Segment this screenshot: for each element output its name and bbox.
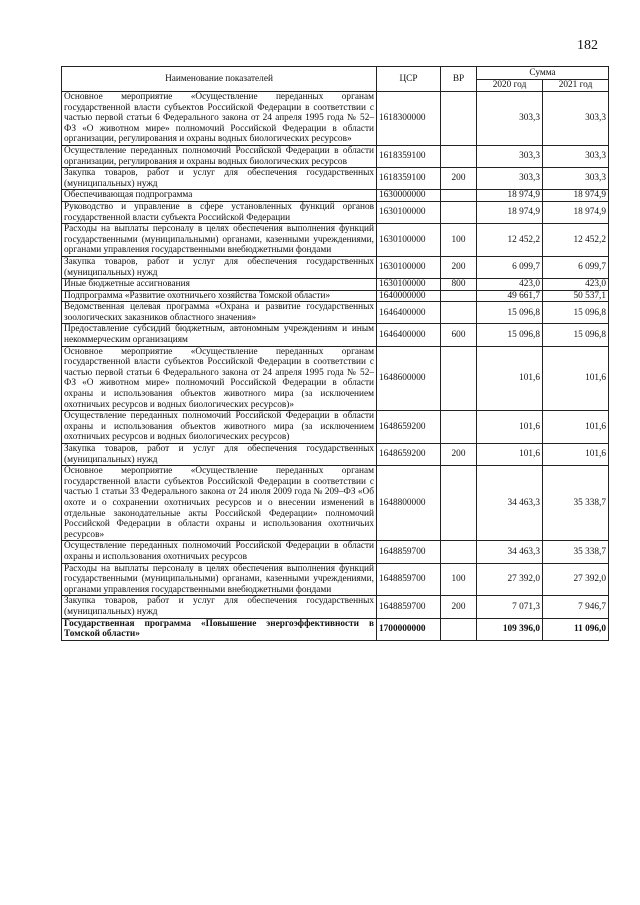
- row-amount-2021: 18 974,9: [543, 201, 609, 223]
- row-amount-2020: 34 463,3: [477, 466, 543, 541]
- row-amount-2020: 303,3: [477, 145, 543, 167]
- row-amount-2021: 15 096,8: [543, 302, 609, 324]
- table-row: [62, 618, 609, 640]
- header-code: ЦСР: [377, 67, 441, 92]
- table-header: [62, 67, 609, 92]
- row-amount-2021: 7 946,7: [543, 596, 609, 618]
- row-code: 1646400000: [377, 324, 441, 346]
- row-amount-2020: 27 392,0: [477, 563, 543, 596]
- table-row: [62, 346, 609, 411]
- row-code: 1618300000: [377, 92, 441, 146]
- row-code: 1618359100: [377, 145, 441, 167]
- header-name: Наименование показателей: [62, 67, 377, 92]
- row-amount-2021: 35 338,7: [543, 466, 609, 541]
- row-code: 1630100000: [377, 279, 441, 291]
- row-code: 1630100000: [377, 201, 441, 223]
- row-code: 1648859700: [377, 541, 441, 563]
- table-row: [62, 563, 609, 596]
- row-amount-2021: 15 096,8: [543, 324, 609, 346]
- header-vr: ВР: [441, 67, 477, 92]
- row-amount-2020: 101,6: [477, 411, 543, 444]
- row-code: 1648600000: [377, 346, 441, 411]
- table-row: [62, 541, 609, 563]
- row-name: Основное мероприятие «Осуществление переданных органам государственной власти субъектов Российской Федерации в соответствии с частью первой статьи 6 Федерального закона от 24 апреля 1995 года № 52–ФЗ «О животном мире» полномочий Российской Федерации в области организации, регулирования и охраны водных биологических ресурсов»: [62, 92, 377, 146]
- table-row: [62, 201, 609, 223]
- row-vr: 100: [441, 563, 477, 596]
- table-row: [62, 145, 609, 167]
- row-amount-2020: 101,6: [477, 346, 543, 411]
- row-amount-2020: 15 096,8: [477, 302, 543, 324]
- table-row: [62, 302, 609, 324]
- page-number: 182: [577, 38, 598, 53]
- row-name: Расходы на выплаты персоналу в целях обеспечения выполнения функций государственными (муниципальными) органами, казенными учреждениями, органами управления государственными внебюджетными фондами: [62, 563, 377, 596]
- row-amount-2021: 27 392,0: [543, 563, 609, 596]
- row-vr: [441, 346, 477, 411]
- row-amount-2021: 18 974,9: [543, 190, 609, 202]
- row-vr: 200: [441, 596, 477, 618]
- row-name: Обеспечивающая подпрограмма: [62, 190, 377, 202]
- table-row: [62, 190, 609, 202]
- row-code: 1630000000: [377, 190, 441, 202]
- row-vr: [441, 541, 477, 563]
- row-code: 1630100000: [377, 224, 441, 257]
- table-row: [62, 168, 609, 190]
- table-row: [62, 224, 609, 257]
- row-vr: 800: [441, 279, 477, 291]
- table-row: [62, 279, 609, 291]
- row-amount-2020: 34 463,3: [477, 541, 543, 563]
- row-code: 1640000000: [377, 290, 441, 302]
- row-amount-2020: 303,3: [477, 92, 543, 146]
- row-amount-2021: 101,6: [543, 444, 609, 466]
- row-amount-2021: 35 338,7: [543, 541, 609, 563]
- row-vr: [441, 145, 477, 167]
- row-code: 1648659200: [377, 411, 441, 444]
- row-amount-2020: 6 099,7: [477, 256, 543, 278]
- row-amount-2020: 423,0: [477, 279, 543, 291]
- table-row: [62, 444, 609, 466]
- row-amount-2021: 423,0: [543, 279, 609, 291]
- row-vr: [441, 290, 477, 302]
- row-vr: 200: [441, 168, 477, 190]
- row-name: Основное мероприятие «Осуществление переданных органам государственной власти субъектов Российской Федерации в соответствии с частью первой статьи 6 Федерального закона от 24 апреля 1995 года № 52–ФЗ «О животном мире» полномочий Российской Федерации в области охраны и использования объектов животного мира (за исключением охотничьих ресурсов и водных биологических ресурсов)»: [62, 346, 377, 411]
- row-code: 1700000000: [377, 618, 441, 640]
- row-vr: [441, 92, 477, 146]
- row-amount-2021: 50 537,1: [543, 290, 609, 302]
- row-vr: 600: [441, 324, 477, 346]
- row-name: Подпрограмма «Развитие охотничьего хозяйства Томской области»: [62, 290, 377, 302]
- row-name: Закупка товаров, работ и услуг для обеспечения государственных (муниципальных) нужд: [62, 444, 377, 466]
- table-row: [62, 92, 609, 146]
- row-amount-2020: 49 661,7: [477, 290, 543, 302]
- row-name: Осуществление переданных полномочий Российской Федерации в области охраны и использования объектов животного мира (за исключением охотничьих ресурсов и водных биологических ресурсов): [62, 411, 377, 444]
- row-amount-2020: 12 452,2: [477, 224, 543, 257]
- row-amount-2021: 101,6: [543, 346, 609, 411]
- row-amount-2021: 6 099,7: [543, 256, 609, 278]
- row-vr: [441, 411, 477, 444]
- row-amount-2021: 12 452,2: [543, 224, 609, 257]
- row-name: Предоставление субсидий бюджетным, автономным учреждениям и иным некоммерческим организациям: [62, 324, 377, 346]
- table-row: [62, 290, 609, 302]
- row-amount-2021: 303,3: [543, 92, 609, 146]
- row-code: 1648800000: [377, 466, 441, 541]
- row-name: Осуществление переданных полномочий Российской Федерации в области охраны и использования охотничьих ресурсов: [62, 541, 377, 563]
- row-name: Иные бюджетные ассигнования: [62, 279, 377, 291]
- row-amount-2021: 303,3: [543, 145, 609, 167]
- row-amount-2021: 101,6: [543, 411, 609, 444]
- row-code: 1648859700: [377, 596, 441, 618]
- row-amount-2020: 18 974,9: [477, 190, 543, 202]
- header-year-2020: 2020 год: [477, 80, 543, 92]
- row-amount-2020: 7 071,3: [477, 596, 543, 618]
- row-vr: 200: [441, 444, 477, 466]
- row-name: Ведомственная целевая программа «Охрана и развитие государственных зоологических заказников областного значения»: [62, 302, 377, 324]
- row-code: 1648859700: [377, 563, 441, 596]
- row-name: Государственная программа «Повышение энергоэффективности в Томской области»: [62, 618, 377, 640]
- row-code: 1630100000: [377, 256, 441, 278]
- row-vr: [441, 618, 477, 640]
- row-name: Закупка товаров, работ и услуг для обеспечения государственных (муниципальных) нужд: [62, 256, 377, 278]
- row-name: Осуществление переданных полномочий Российской Федерации в области организации, регулирования и охраны водных биологических ресурсов: [62, 145, 377, 167]
- row-code: 1648659200: [377, 444, 441, 466]
- row-amount-2020: 18 974,9: [477, 201, 543, 223]
- row-name: Руководство и управление в сфере установленных функций органов государственной власти субъекта Российской Федерации: [62, 201, 377, 223]
- row-vr: 100: [441, 224, 477, 257]
- row-name: Закупка товаров, работ и услуг для обеспечения государственных (муниципальных) нужд: [62, 596, 377, 618]
- row-amount-2020: 15 096,8: [477, 324, 543, 346]
- row-name: Основное мероприятие «Осуществление переданных органам государственной власти субъектов Российской Федерации в соответствии с частью 1 статьи 33 Федерального закона от 24 июля 2009 года № 209–ФЗ «Об охоте и о сохранении охотничьих ресурсов и о внесении изменений в отдельные законодательные акты Российской Федерации» полномочий Российской Федерации в области охраны и использования охотничьих ресурсов»: [62, 466, 377, 541]
- row-code: 1646400000: [377, 302, 441, 324]
- row-amount-2020: 109 396,0: [477, 618, 543, 640]
- header-year-2021: 2021 год: [543, 80, 609, 92]
- row-name: Расходы на выплаты персоналу в целях обеспечения выполнения функций государственными (муниципальными) органами, казенными учреждениями, органами управления государственными внебюджетными фондами: [62, 224, 377, 257]
- row-code: 1618359100: [377, 168, 441, 190]
- row-vr: 200: [441, 256, 477, 278]
- row-vr: [441, 466, 477, 541]
- table-body: [62, 92, 609, 641]
- table-row: [62, 256, 609, 278]
- budget-table: [61, 66, 609, 641]
- table-row: [62, 466, 609, 541]
- row-amount-2021: 303,3: [543, 168, 609, 190]
- table-row: [62, 596, 609, 618]
- row-amount-2021: 11 096,0: [543, 618, 609, 640]
- row-vr: [441, 190, 477, 202]
- table-row: [62, 411, 609, 444]
- row-name: Закупка товаров, работ и услуг для обеспечения государственных (муниципальных) нужд: [62, 168, 377, 190]
- row-vr: [441, 302, 477, 324]
- table-row: [62, 324, 609, 346]
- row-amount-2020: 101,6: [477, 444, 543, 466]
- row-amount-2020: 303,3: [477, 168, 543, 190]
- row-vr: [441, 201, 477, 223]
- header-sum: Сумма: [477, 67, 609, 80]
